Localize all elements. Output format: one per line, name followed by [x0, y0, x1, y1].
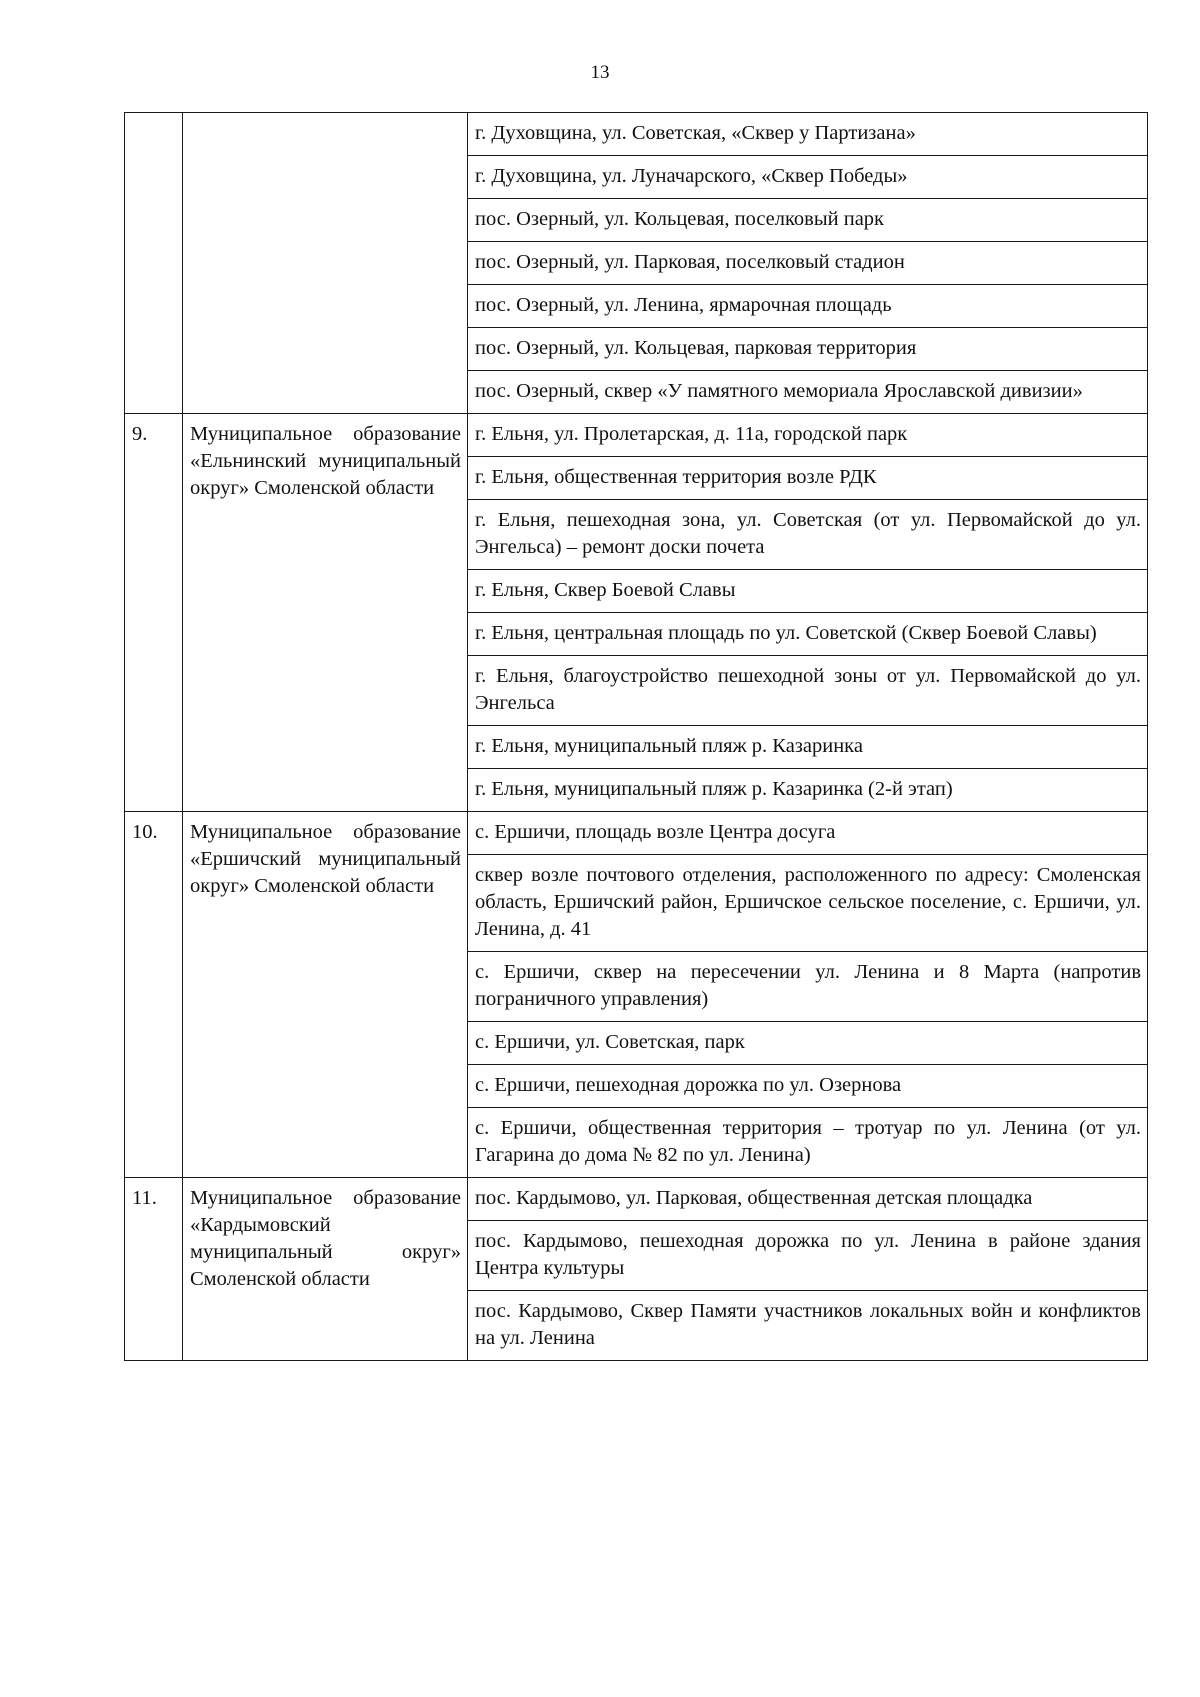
table-row — [125, 414, 1148, 457]
table-row — [125, 113, 1148, 156]
object-cell: с. Ершичи, площадь возле Центра досуга — [468, 812, 1148, 855]
row-number-cell: 11. — [125, 1178, 183, 1361]
object-cell: с. Ершичи, пешеходная дорожка по ул. Озернова — [468, 1065, 1148, 1108]
objects-table — [124, 112, 1148, 1361]
object-cell: г. Ельня, пешеходная зона, ул. Советская (от ул. Первомайской до ул. Энгельса) – ремонт доски почета — [468, 500, 1148, 570]
object-cell: пос. Озерный, ул. Ленина, ярмарочная площадь — [468, 285, 1148, 328]
object-cell: г. Ельня, благоустройство пешеходной зоны от ул. Первомайской до ул. Энгельса — [468, 656, 1148, 726]
object-cell: пос. Озерный, сквер «У памятного мемориала Ярославской дивизии» — [468, 371, 1148, 414]
table-body — [125, 113, 1148, 1361]
row-number-cell — [125, 113, 183, 414]
municipality-cell — [183, 113, 468, 414]
page-number: 13 — [590, 62, 610, 83]
object-cell: пос. Кардымово, Сквер Памяти участников локальных войн и конфликтов на ул. Ленина — [468, 1291, 1148, 1361]
object-cell: с. Ершичи, общественная территория – тротуар по ул. Ленина (от ул. Гагарина до дома № 82 по ул. Ленина) — [468, 1108, 1148, 1178]
table-row — [125, 812, 1148, 855]
municipality-cell: Муниципальное образование «Кардымовский муниципальный округ» Смоленской области — [183, 1178, 468, 1361]
object-cell: с. Ершичи, сквер на пересечении ул. Ленина и 8 Марта (напротив пограничного управления) — [468, 952, 1148, 1022]
object-cell: г. Ельня, муниципальный пляж р. Казаринка — [468, 726, 1148, 769]
object-cell: г. Ельня, общественная территория возле РДК — [468, 457, 1148, 500]
object-cell: пос. Кардымово, пешеходная дорожка по ул. Ленина в районе здания Центра культуры — [468, 1221, 1148, 1291]
object-cell: пос. Озерный, ул. Парковая, поселковый стадион — [468, 242, 1148, 285]
object-cell: г. Ельня, Сквер Боевой Славы — [468, 570, 1148, 613]
object-cell: пос. Озерный, ул. Кольцевая, парковая территория — [468, 328, 1148, 371]
object-cell: г. Ельня, муниципальный пляж р. Казаринка (2-й этап) — [468, 769, 1148, 812]
object-cell: пос. Кардымово, ул. Парковая, общественная детская площадка — [468, 1178, 1148, 1221]
object-cell: г. Ельня, ул. Пролетарская, д. 11а, городской парк — [468, 414, 1148, 457]
object-cell: г. Духовщина, ул. Советская, «Сквер у Партизана» — [468, 113, 1148, 156]
row-number-cell: 10. — [125, 812, 183, 1178]
row-number-cell: 9. — [125, 414, 183, 812]
object-cell: г. Ельня, центральная площадь по ул. Советской (Сквер Боевой Славы) — [468, 613, 1148, 656]
object-cell: сквер возле почтового отделения, расположенного по адресу: Смоленская область, Ершичский район, Ершичское сельское поселение, с. Ершичи, ул. Ленина, д. 41 — [468, 855, 1148, 952]
object-cell: г. Духовщина, ул. Луначарского, «Сквер Победы» — [468, 156, 1148, 199]
object-cell: с. Ершичи, ул. Советская, парк — [468, 1022, 1148, 1065]
municipality-cell: Муниципальное образование «Ершичский муниципальный округ» Смоленской области — [183, 812, 468, 1178]
object-cell: пос. Озерный, ул. Кольцевая, поселковый парк — [468, 199, 1148, 242]
table-row — [125, 1178, 1148, 1221]
municipality-cell: Муниципальное образование «Ельнинский муниципальный округ» Смоленской области — [183, 414, 468, 812]
